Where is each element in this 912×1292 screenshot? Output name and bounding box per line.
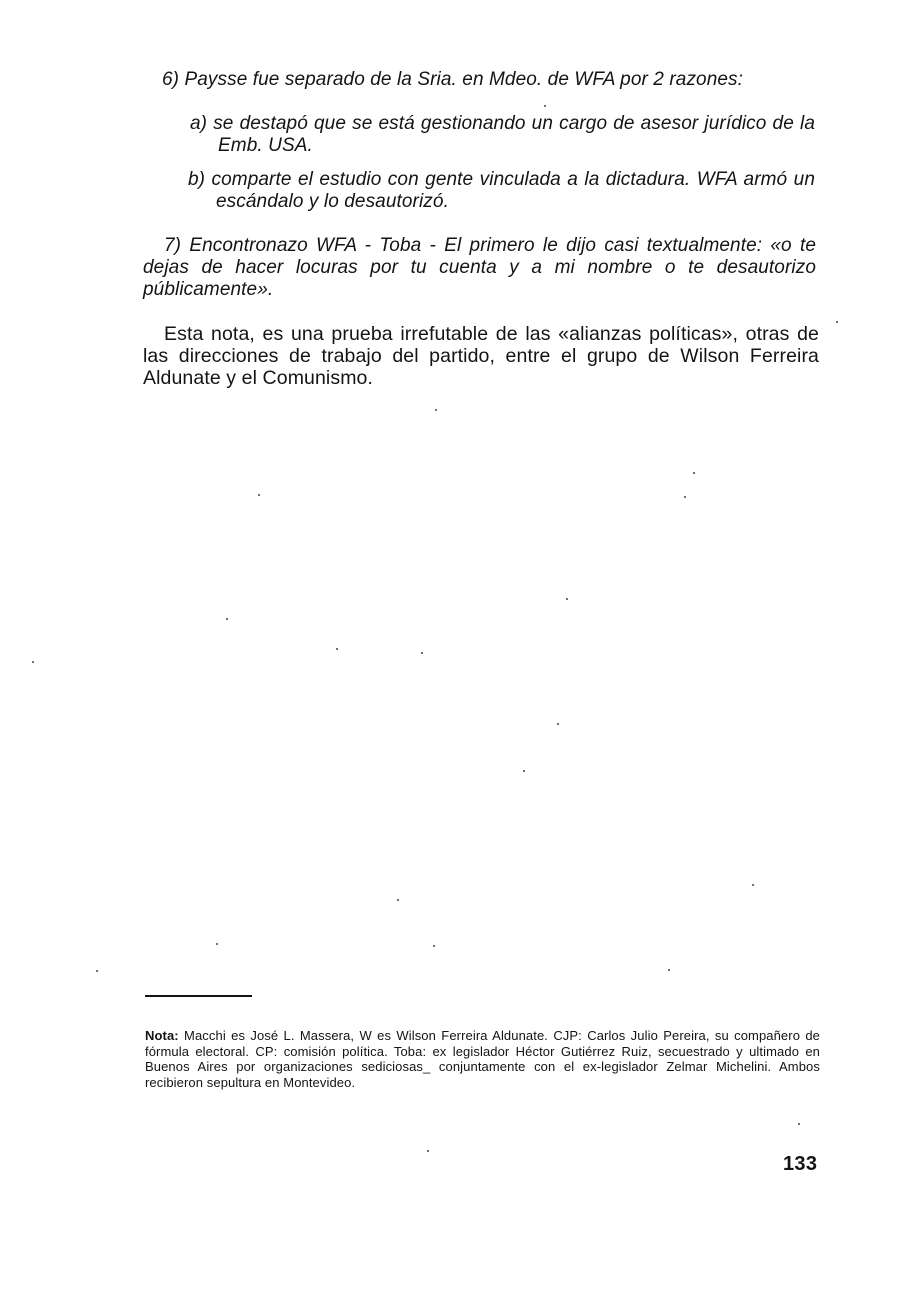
scan-speck (216, 943, 218, 945)
scan-speck (336, 648, 338, 650)
footnote-divider (145, 995, 252, 997)
scan-speck (798, 1123, 800, 1125)
scan-speck (557, 723, 559, 725)
scan-speck (544, 105, 546, 107)
scan-speck (693, 472, 695, 474)
scan-speck (752, 884, 754, 886)
scan-speck (226, 618, 228, 620)
page-number: 133 (783, 1153, 818, 1175)
list-item-b: b) comparte el estudio con gente vinculada a la dictadura. WFA armó un escándalo y lo desautorizó. (188, 169, 815, 212)
footnote-label: Nota: (145, 1028, 179, 1043)
scan-speck (523, 770, 525, 772)
scan-speck (96, 970, 98, 972)
body-paragraph: Esta nota, es una prueba irrefutable de las «alianzas políticas», otras de las direcciones de trabajo del partido, entre el grupo de Wilson Ferreira Aldunate y el Comunismo. (143, 323, 819, 389)
list-item-a: a) se destapó que se está gestionando un cargo de asesor jurídico de la Emb. USA. (190, 113, 815, 156)
scan-speck (684, 496, 686, 498)
scan-speck (397, 899, 399, 901)
scan-speck (433, 945, 435, 947)
footnote (145, 1028, 820, 1090)
footnote-text: Macchi es José L. Massera, W es Wilson Ferreira Aldunate. CJP: Carlos Julio Pereira, su compañero de fórmula electoral. CP: comisión política. Toba: ex legislador Héctor Gutiérrez Ruiz, secuestrado y ultimado en Buenos Aires por organizaciones sediciosas_ conjuntamente con el ex-legislador Zelmar Michelini. Ambos recibieron sepultura en Montevideo. (145, 1028, 820, 1090)
list-item-6: 6) Paysse fue separado de la Sria. en Mdeo. de WFA por 2 razones: (162, 69, 744, 90)
scan-speck (32, 661, 34, 663)
scan-speck (258, 494, 260, 496)
scan-speck (566, 598, 568, 600)
scan-speck (421, 652, 423, 654)
scan-speck (668, 969, 670, 971)
list-item-7: 7) Encontronazo WFA - Toba - El primero le dijo casi textualmente: «o te dejas de hacer locuras por tu cuenta y a mi nombre o te desautorizo públicamente». (143, 235, 816, 300)
scan-speck (435, 409, 437, 411)
scan-speck (836, 321, 838, 323)
scan-speck (427, 1150, 429, 1152)
